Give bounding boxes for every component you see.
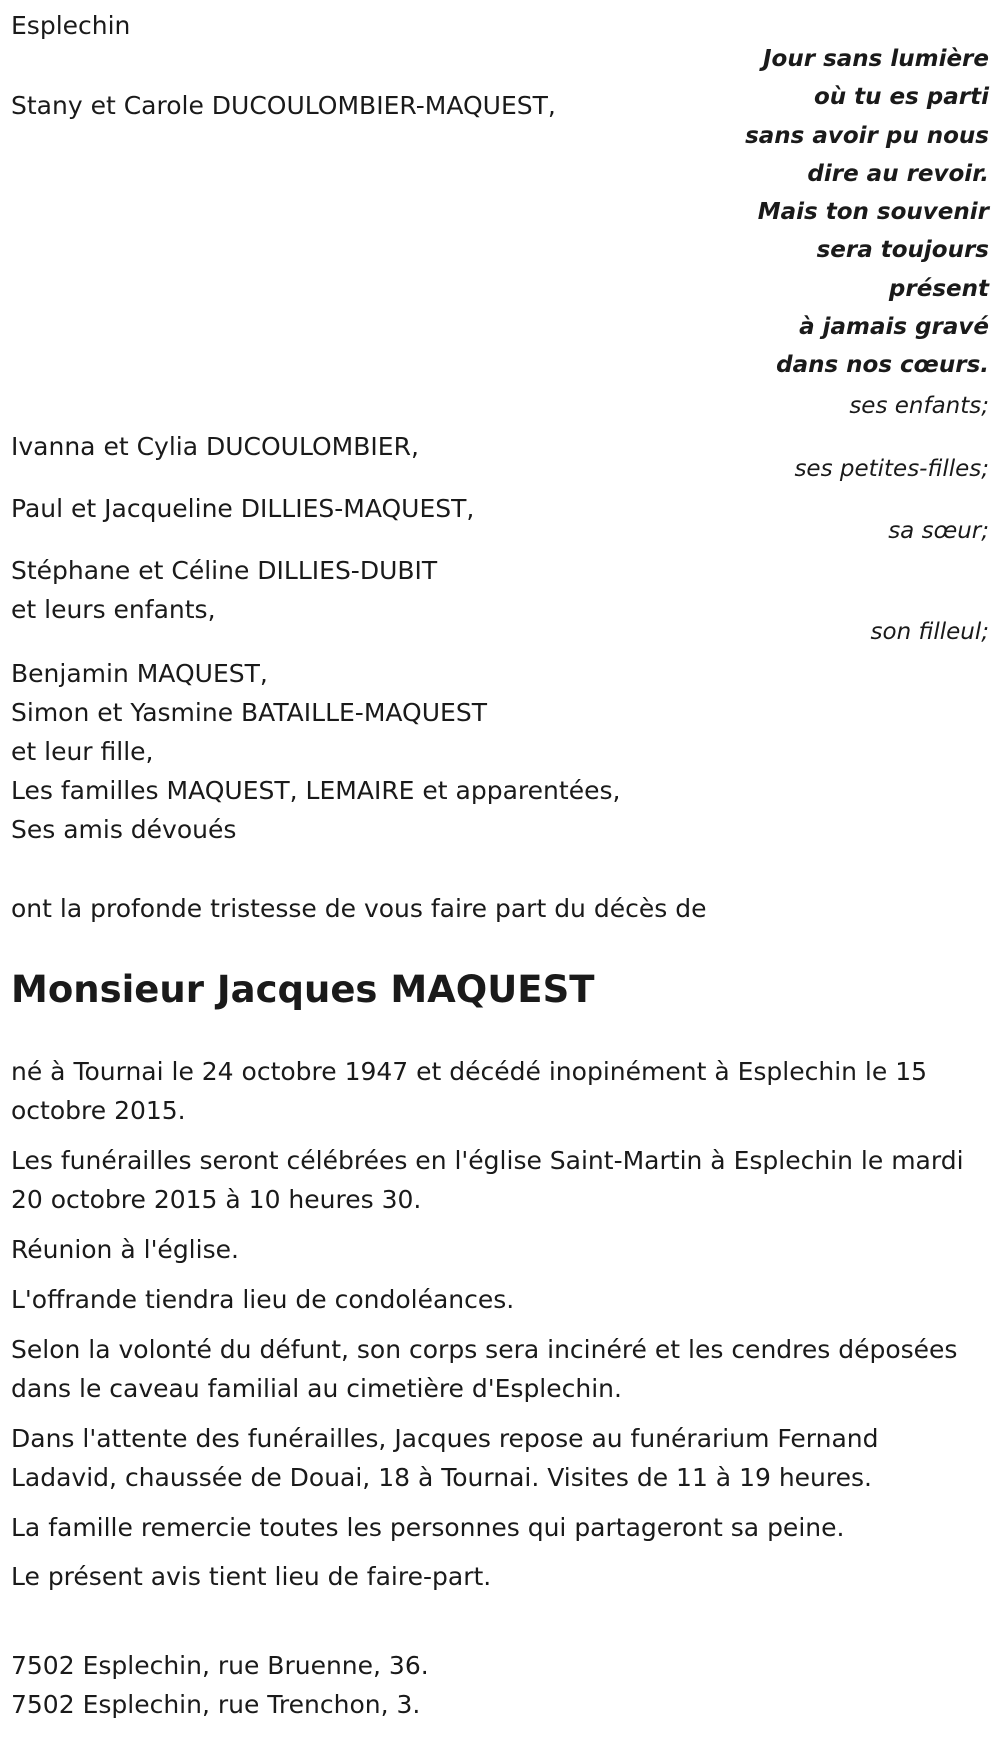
relation-granddaughters: ses petites-filles;	[794, 456, 989, 482]
address: 7502 Esplechin, rue Trenchon, 3.	[11, 1690, 421, 1719]
poem-line: sera toujours	[816, 237, 989, 264]
paragraph: Réunion à l'église.	[11, 1235, 239, 1264]
paragraph: Dans l'attente des funérailles, Jacques repose au funérarium Fernand Ladavid, chaussée de Douai, 18 à Tournai. Visites de 11 à 19 heures.	[11, 1424, 879, 1492]
family-other: et leur fille,	[11, 737, 154, 766]
relation-sister: sa sœur;	[888, 518, 989, 544]
announcement: ont la profonde tristesse de vous faire part du décès de	[11, 894, 707, 923]
location-header: Esplechin	[11, 11, 131, 40]
deceased-name: Monsieur Jacques MAQUEST	[11, 968, 595, 1011]
paragraph: Selon la volonté du défunt, son corps sera incinéré et les cendres déposées dans le caveau familial au cimetière d'Esplechin.	[11, 1335, 958, 1403]
family-children: Stany et Carole DUCOULOMBIER-MAQUEST,	[11, 91, 556, 120]
family-sister: Paul et Jacqueline DILLIES-MAQUEST,	[11, 494, 475, 523]
paragraph: Le présent avis tient lieu de faire-part.	[11, 1562, 492, 1591]
family-other: Ses amis dévoués	[11, 815, 237, 844]
poem-line: où tu es parti	[813, 84, 989, 111]
paragraph: L'offrande tiendra lieu de condoléances.	[11, 1285, 515, 1314]
poem-line: dans nos cœurs.	[776, 352, 989, 379]
family-other: Les familles MAQUEST, LEMAIRE et apparentées,	[11, 776, 621, 805]
relation-children: ses enfants;	[849, 393, 989, 419]
family-other: Simon et Yasmine BATAILLE-MAQUEST	[11, 698, 487, 727]
family-godson-line1: Stéphane et Céline DILLIES-DUBIT	[11, 556, 438, 585]
poem-line: Jour sans lumière	[762, 46, 989, 72]
family-granddaughters: Ivanna et Cylia DUCOULOMBIER,	[11, 432, 419, 461]
paragraph: Les funérailles seront célébrées en l'église Saint-Martin à Esplechin le mardi 20 octobre 2015 à 10 heures 30.	[11, 1146, 964, 1214]
address: 7502 Esplechin, rue Bruenne, 36.	[11, 1651, 429, 1680]
poem	[629, 40, 989, 385]
poem-line: à jamais gravé	[799, 314, 989, 341]
paragraph: né à Tournai le 24 octobre 1947 et décédé inopinément à Esplechin le 15 octobre 2015.	[11, 1057, 928, 1125]
poem-line: sans avoir pu nous	[745, 122, 989, 149]
family-other: Benjamin MAQUEST,	[11, 659, 268, 688]
relation-godson: son filleul;	[870, 619, 989, 645]
family-godson-line2: et leurs enfants,	[11, 595, 216, 624]
poem-line: dire au revoir.	[807, 160, 989, 187]
paragraph: La famille remercie toutes les personnes qui partageront sa peine.	[11, 1513, 845, 1542]
poem-line: présent	[888, 275, 989, 302]
poem-line: Mais ton souvenir	[757, 199, 989, 226]
